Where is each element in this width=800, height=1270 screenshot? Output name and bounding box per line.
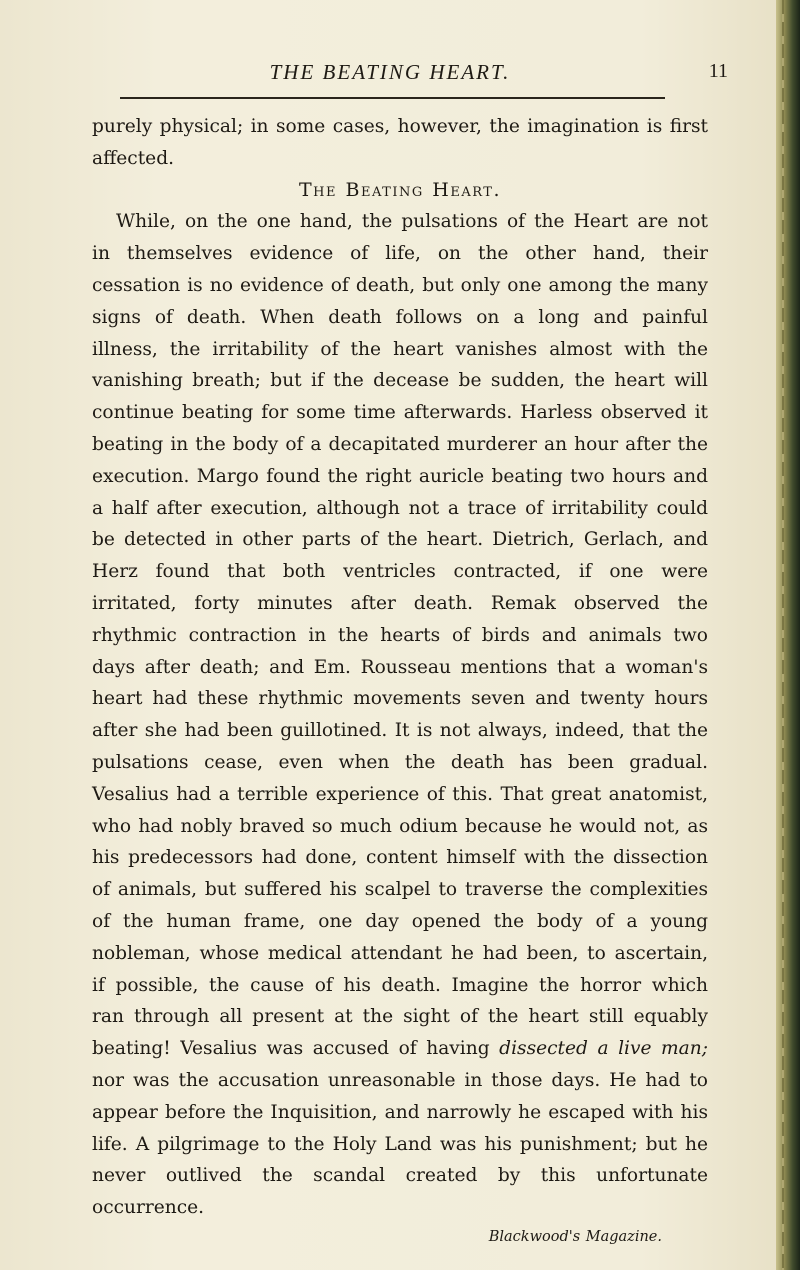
italic-phrase: dissected a live man;: [499, 1038, 708, 1060]
header-rule: [120, 97, 665, 99]
section-heading: The Beating Heart.: [299, 178, 501, 201]
page-text: [92, 111, 708, 1248]
opening-paragraph: purely physical; in some cases, however, the imagination is first affected.: [92, 116, 708, 169]
source-attribution: Blackwood's Magazine.: [488, 1228, 662, 1245]
body-text-part-2: nor was the accusation unreasonable in those days. He had to appear before the Inquisition, and narrowly he escaped with his life. A pilgrimage to the Holy Land was his punishment; but he never outlived the scandal created by this unfortunate occurrence.: [92, 1069, 708, 1219]
body-text-part-1: While, on the one hand, the pulsations of the Heart are not in themselves evidence of life, on the other hand, their cessation is no evidence of death, but only one among the many signs of death. When death follows on a long and painful illness, the irritability of the heart vanishes almost with the vanishing breath; but if the decease be sudden, the heart will continue beating for some time afterwards. Harless observed it beating in the body of a decapitated murderer an hour after the execution. Margo found the right auricle beating two hours and a half after execution, although not a trace of irritability could be detected in other parts of the heart. Dietrich, Gerlach, and Herz found that both ventricles contracted, if one were irritated, forty minutes after death. Remak observed the rhythmic contraction in the hearts of birds and animals two days after death; and Em. Rousseau mentions that a woman's heart had these rhythmic movements seven and twenty hours after she had been guillotined. It is not always, indeed, that the pulsations cease, even when the death has been gradual. Vesalius had a terrible experience of this. That great anatomist, who had nobly braved so much odium because he would not, as his predecessors had done, content himself with the dissection of animals, but suffered his scalpel to traverse the complexities of the human frame, one day opened the body of a young nobleman, whose medical attendant he had been, to ascertain, if possible, the cause of his death. Imagine the horror which ran through all present at the sight of the heart still equably beating! Vesalius was accused of having: [92, 211, 708, 1060]
running-title: THE BEATING HEART.: [269, 60, 511, 84]
page-header: [90, 60, 728, 100]
page-number: 11: [708, 60, 728, 82]
book-binding-edge: [776, 0, 800, 1270]
body-paragraph: [92, 206, 708, 1224]
